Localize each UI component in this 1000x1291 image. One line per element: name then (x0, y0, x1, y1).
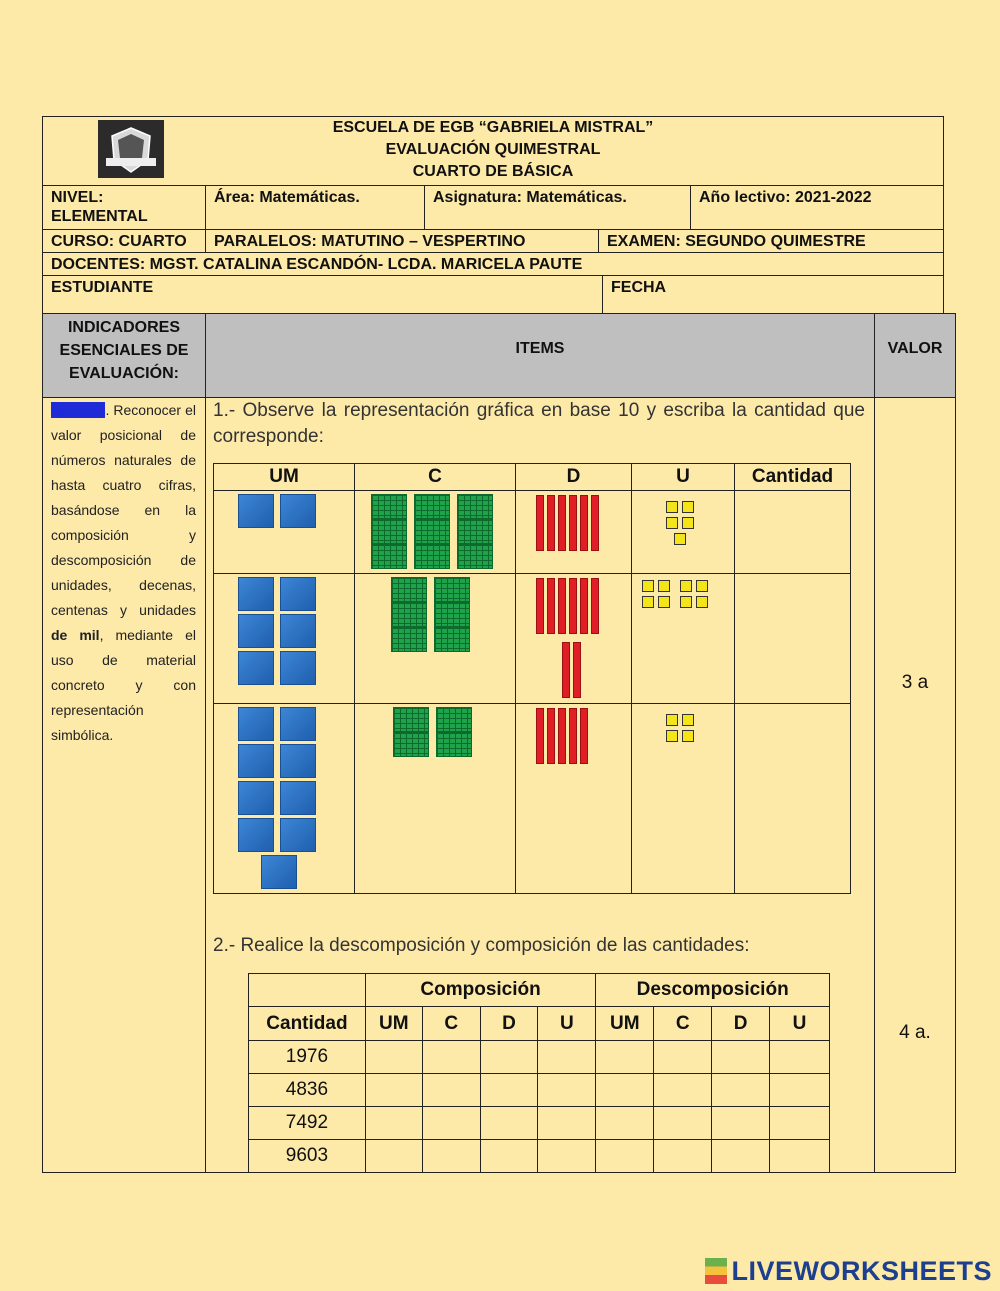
paralelos-cell: PARALELOS: MATUTINO – VESPERTINO (205, 229, 599, 253)
t2-answer-cell[interactable] (770, 1041, 830, 1074)
unit-cube-icon (682, 730, 694, 742)
t2-answer-cell[interactable] (654, 1074, 712, 1107)
t1-cell-d-3 (515, 703, 632, 894)
t2-answer-cell[interactable] (770, 1074, 830, 1107)
grade-title: CUARTO DE BÁSICA (412, 163, 574, 180)
t2-answer-cell[interactable] (770, 1107, 830, 1140)
valor-header (874, 313, 956, 398)
ten-rod-icon (558, 495, 566, 551)
t1-cell-u-2 (631, 573, 735, 704)
t2-answer-cell[interactable] (422, 1041, 480, 1074)
t2-answer-cell[interactable] (538, 1140, 596, 1173)
unit-cube-icon (642, 580, 654, 592)
ten-rod-icon (536, 578, 544, 634)
thousand-cube-icon (280, 651, 316, 685)
unit-cube-icon (666, 714, 678, 726)
hundred-flat-icon (436, 707, 472, 732)
thousand-cube-icon (238, 614, 274, 648)
t1-cell-u-3 (631, 703, 735, 894)
t2-quantity-cell: 7492 (249, 1107, 366, 1140)
unit-cube-icon (666, 517, 678, 529)
t2-answer-cell[interactable] (712, 1140, 770, 1173)
indicadores-label: INDICADORES ESENCIALES DE EVALUACIÓN: (59, 319, 189, 382)
t1-cell-um-2 (213, 573, 355, 704)
hundred-flat-icon (457, 519, 493, 544)
thousand-cube-icon (280, 781, 316, 815)
t1-header-u: U (631, 463, 735, 491)
t1-header-cantidad: Cantidad (734, 463, 851, 491)
estudiante-label: ESTUDIANTE (51, 279, 154, 296)
hundred-flat-icon (414, 544, 450, 569)
t1-header-d: D (515, 463, 632, 491)
t2-answer-cell[interactable] (538, 1107, 596, 1140)
base10-table (213, 463, 851, 894)
asignatura-cell: Asignatura: Matemáticas. (424, 185, 691, 230)
indicator-text-a: Reconocer el valor posicional de números naturales de hasta cuatro cifras, basándose en la composición y descomposición de unidades, decenas, centenas y unidades (51, 402, 196, 618)
t2-sub-d2: D (712, 1007, 770, 1041)
t2-sub-cantidad: Cantidad (249, 1007, 366, 1041)
t2-answer-cell[interactable] (654, 1140, 712, 1173)
ten-rod-icon (580, 578, 588, 634)
t2-row (249, 1140, 830, 1173)
ten-rod-icon (562, 642, 570, 698)
t2-answer-cell[interactable] (596, 1041, 654, 1074)
unit-cube-icon (666, 501, 678, 513)
hundred-flat-icon (436, 732, 472, 757)
t2-sub-um: UM (365, 1007, 422, 1041)
hundred-flat-icon (391, 602, 427, 627)
t1-cell-um-1 (213, 490, 355, 574)
ten-rod-icon (547, 578, 555, 634)
ten-rod-icon (547, 495, 555, 551)
t1-cell-c-2 (354, 573, 516, 704)
t2-answer-cell[interactable] (712, 1041, 770, 1074)
question2-text: 2.- Realice la descomposición y composición de las cantidades: (213, 935, 750, 956)
hundred-flat-icon (371, 494, 407, 519)
t2-answer-cell[interactable] (596, 1107, 654, 1140)
thousand-cube-icon (280, 707, 316, 741)
thousand-cube-icon (238, 818, 274, 852)
thousand-cube-icon (238, 494, 274, 528)
thousand-cube-icon (280, 494, 316, 528)
ten-rod-icon (573, 642, 581, 698)
hundred-flat-icon (371, 544, 407, 569)
unit-cube-icon (666, 730, 678, 742)
t2-answer-cell[interactable] (422, 1074, 480, 1107)
t2-quantity-cell: 4836 (249, 1074, 366, 1107)
school-name: ESCUELA DE EGB “GABRIELA MISTRAL” (332, 119, 654, 136)
hundred-flat-icon (414, 494, 450, 519)
liveworksheets-logo-icon (705, 1258, 727, 1284)
t1-header-c: C (354, 463, 516, 491)
ten-rod-icon (536, 708, 544, 764)
t2-quantity-cell: 9603 (249, 1140, 366, 1173)
hundred-flat-icon (434, 577, 470, 602)
indicator-code: M.2.1.14 (51, 402, 106, 418)
t2-quantity-cell: 1976 (249, 1041, 366, 1074)
ten-rod-icon (591, 495, 599, 551)
anio-cell: Año lectivo: 2021-2022 (690, 185, 944, 230)
t1-cell-cantidad-3[interactable] (734, 703, 851, 894)
ten-rod-icon (580, 495, 588, 551)
thousand-cube-icon (280, 614, 316, 648)
ten-rod-icon (591, 578, 599, 634)
unit-cube-icon (682, 714, 694, 726)
t2-answer-cell[interactable] (712, 1074, 770, 1107)
hundred-flat-icon (393, 707, 429, 732)
estudiante-cell (42, 275, 603, 314)
hundred-flat-icon (434, 602, 470, 627)
t2-answer-cell[interactable] (654, 1041, 712, 1074)
indicator-text-bold: de mil (51, 627, 100, 643)
thousand-cube-icon (238, 651, 274, 685)
exam-header (42, 116, 944, 186)
t2-empty-corner (249, 974, 366, 1007)
indicator-text: M.2.1.14. Reconocer el valor posicional de números naturales de hasta cuatro cifras, basándose en la composición y descomposición de unidades, decenas, centenas y unidades de mil, mediante el uso de material concreto y con representación simbólica. (51, 402, 196, 743)
fecha-cell (602, 275, 944, 314)
brand-text: LIVEWORKSHEETS (731, 1256, 992, 1286)
t2-answer-cell[interactable] (480, 1041, 538, 1074)
indicadores-header (42, 313, 206, 398)
thousand-cube-icon (280, 744, 316, 778)
area-cell: Área: Matemáticas. (205, 185, 425, 230)
t2-answer-cell[interactable] (770, 1140, 830, 1173)
t1-cell-cantidad-1[interactable] (734, 490, 851, 574)
t1-cell-u-1 (631, 490, 735, 574)
t2-answer-cell[interactable] (596, 1140, 654, 1173)
t2-row (249, 1074, 830, 1107)
unit-cube-icon (658, 596, 670, 608)
t2-sub-d: D (480, 1007, 538, 1041)
unit-cube-icon (680, 596, 692, 608)
unit-cube-icon (696, 596, 708, 608)
t2-answer-cell[interactable] (365, 1107, 422, 1140)
t2-answer-cell[interactable] (365, 1074, 422, 1107)
items-label: ITEMS (515, 340, 565, 357)
hundred-flat-icon (414, 519, 450, 544)
t2-answer-cell[interactable] (596, 1074, 654, 1107)
t2-answer-cell[interactable] (538, 1041, 596, 1074)
hundred-flat-icon (457, 544, 493, 569)
t1-cell-cantidad-2[interactable] (734, 573, 851, 704)
t2-row (249, 1041, 830, 1074)
unit-cube-icon (680, 580, 692, 592)
t2-answer-cell[interactable] (422, 1140, 480, 1173)
ten-rod-icon (558, 578, 566, 634)
hundred-flat-icon (391, 577, 427, 602)
composition-table (248, 973, 830, 1173)
t1-cell-um-3 (213, 703, 355, 894)
ten-rod-icon (580, 708, 588, 764)
school-logo (98, 120, 164, 178)
q2-value: 4 a. (899, 1022, 931, 1043)
t1-header-um: UM (213, 463, 355, 491)
t2-sub-u: U (538, 1007, 596, 1041)
thousand-cube-icon (238, 781, 274, 815)
ten-rod-icon (569, 495, 577, 551)
unit-cube-icon (642, 596, 654, 608)
t2-answer-cell[interactable] (654, 1107, 712, 1140)
t2-group-composicion: Composición (365, 974, 595, 1007)
question1-text: 1.- Observe la representación gráfica en base 10 y escriba la cantidad que corresponde: (213, 400, 865, 447)
t1-cell-c-1 (354, 490, 516, 574)
ten-rod-icon (536, 495, 544, 551)
t2-answer-cell[interactable] (480, 1074, 538, 1107)
hundred-flat-icon (371, 519, 407, 544)
t2-answer-cell[interactable] (480, 1107, 538, 1140)
liveworksheets-brand (705, 1256, 992, 1287)
unit-cube-icon (658, 580, 670, 592)
ten-rod-icon (558, 708, 566, 764)
thousand-cube-icon (261, 855, 297, 889)
t2-answer-cell[interactable] (365, 1041, 422, 1074)
t2-sub-u2: U (770, 1007, 830, 1041)
t2-answer-cell[interactable] (480, 1140, 538, 1173)
valor-column (874, 397, 956, 1173)
hundred-flat-icon (391, 627, 427, 652)
thousand-cube-icon (280, 818, 316, 852)
thousand-cube-icon (280, 577, 316, 611)
hundred-flat-icon (457, 494, 493, 519)
t1-cell-d-1 (515, 490, 632, 574)
t2-row (249, 1107, 830, 1140)
t2-answer-cell[interactable] (538, 1074, 596, 1107)
t1-cell-d-2 (515, 573, 632, 704)
t2-sub-c: C (422, 1007, 480, 1041)
ten-rod-icon (569, 708, 577, 764)
unit-cube-icon (682, 501, 694, 513)
unit-cube-icon (696, 580, 708, 592)
t2-subheader-row (249, 1007, 830, 1041)
thousand-cube-icon (238, 707, 274, 741)
t1-cell-c-3 (354, 703, 516, 894)
thousand-cube-icon (238, 744, 274, 778)
t2-answer-cell[interactable] (422, 1107, 480, 1140)
t2-answer-cell[interactable] (712, 1107, 770, 1140)
ten-rod-icon (569, 578, 577, 634)
docentes-cell: DOCENTES: MGST. CATALINA ESCANDÓN- LCDA. MARICELA PAUTE (42, 252, 944, 276)
ten-rod-icon (547, 708, 555, 764)
t2-sub-c2: C (654, 1007, 712, 1041)
items-header (205, 313, 875, 398)
examen-cell: EXAMEN: SEGUNDO QUIMESTRE (598, 229, 944, 253)
nivel-cell: NIVEL: ELEMENTAL (42, 185, 206, 230)
thousand-cube-icon (238, 577, 274, 611)
t2-answer-cell[interactable] (365, 1140, 422, 1173)
curso-cell: CURSO: CUARTO (42, 229, 206, 253)
indicator-text-b: , mediante el uso de material concreto y con representación simbólica. (51, 627, 196, 743)
fecha-label: FECHA (611, 279, 667, 296)
t2-sub-um2: UM (596, 1007, 654, 1041)
exam-title: EVALUACIÓN QUIMESTRAL (385, 141, 601, 158)
unit-cube-icon (682, 517, 694, 529)
q1-value: 3 a (901, 672, 929, 693)
hundred-flat-icon (434, 627, 470, 652)
t2-group-descomposicion: Descomposición (596, 974, 830, 1007)
hundred-flat-icon (393, 732, 429, 757)
valor-label: VALOR (887, 340, 943, 357)
indicator-column (42, 397, 206, 1173)
unit-cube-icon (674, 533, 686, 545)
